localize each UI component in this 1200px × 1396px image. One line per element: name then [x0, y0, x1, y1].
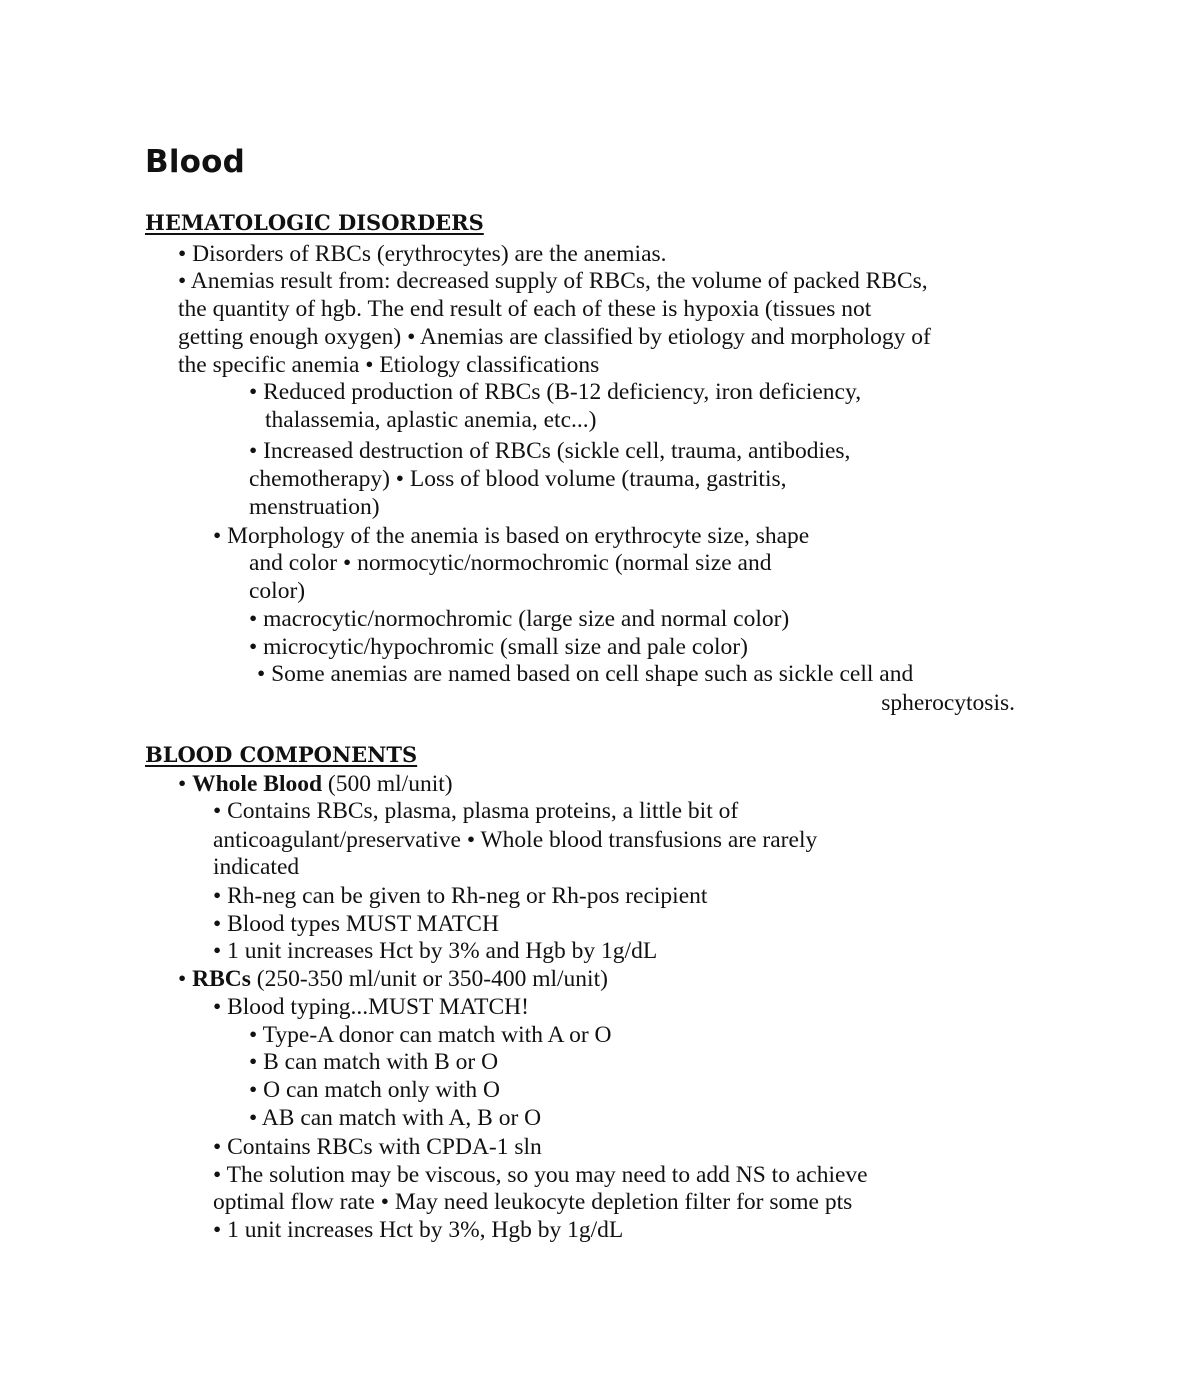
text-line: • Reduced production of RBCs (B-12 deficiency, iron deficiency,: [249, 379, 862, 405]
text-line: chemotherapy) • Loss of blood volume (trauma, gastritis,: [249, 466, 787, 492]
text-line: • 1 unit increases Hct by 3%, Hgb by 1g/dL: [213, 1217, 624, 1243]
page-title: Blood: [145, 144, 246, 180]
text-line: • macrocytic/normochromic (large size and normal color): [249, 606, 790, 632]
text-line: • Contains RBCs, plasma, plasma proteins, a little bit of: [213, 798, 739, 824]
text-line: • 1 unit increases Hct by 3% and Hgb by 1g/dL: [213, 938, 658, 964]
bullet: •: [178, 966, 193, 992]
rbcs-detail: (250-350 ml/unit or 350-400 ml/unit): [250, 966, 608, 992]
text-line: anticoagulant/preservative • Whole blood transfusions are rarely: [213, 827, 818, 853]
text-line: • Increased destruction of RBCs (sickle cell, trauma, antibodies,: [249, 438, 851, 464]
text-line: spherocytosis.: [881, 690, 1015, 716]
text-line: the specific anemia • Etiology classifications: [178, 352, 600, 378]
text-line: • AB can match with A, B or O: [249, 1105, 542, 1131]
section-heading: BLOOD COMPONENTS: [145, 742, 418, 767]
text-line: • Contains RBCs with CPDA-1 sln: [213, 1134, 542, 1160]
text-line: • O can match only with O: [249, 1077, 501, 1103]
text-line: and color • normocytic/normochromic (normal size and: [249, 550, 772, 576]
section-heading: HEMATOLOGIC DISORDERS: [145, 210, 484, 235]
rbcs-label: RBCs: [192, 966, 251, 992]
text-line: thalassemia, aplastic anemia, etc...): [265, 407, 597, 433]
bullet: •: [178, 771, 193, 797]
text-line: • The solution may be viscous, so you may need to add NS to achieve: [213, 1162, 868, 1188]
rbcs-line: [178, 965, 608, 993]
text-line: the quantity of hgb. The end result of each of these is hypoxia (tissues not: [178, 296, 872, 322]
whole-blood-line: [178, 770, 453, 798]
text-line: • Blood typing...MUST MATCH!: [213, 994, 529, 1020]
text-line: color): [249, 578, 306, 604]
whole-blood-label: Whole Blood: [192, 771, 323, 797]
text-line: • Anemias result from: decreased supply of RBCs, the volume of packed RBCs,: [178, 268, 928, 294]
text-line: • Rh-neg can be given to Rh-neg or Rh-pos recipient: [213, 883, 708, 909]
text-line: • Type-A donor can match with A or O: [249, 1022, 612, 1048]
text-line: • microcytic/hypochromic (small size and pale color): [249, 634, 748, 660]
text-line: indicated: [213, 854, 300, 880]
text-line: • Some anemias are named based on cell shape such as sickle cell and: [257, 661, 914, 687]
text-line: • Morphology of the anemia is based on erythrocyte size, shape: [213, 523, 810, 549]
text-line: optimal flow rate • May need leukocyte depletion filter for some pts: [213, 1189, 853, 1215]
text-line: menstruation): [249, 494, 380, 520]
whole-blood-detail: (500 ml/unit): [322, 771, 453, 797]
text-line: • Blood types MUST MATCH: [213, 911, 499, 937]
text-line: • B can match with B or O: [249, 1049, 499, 1075]
text-line: getting enough oxygen) • Anemias are classified by etiology and morphology of: [178, 324, 931, 350]
text-line: • Disorders of RBCs (erythrocytes) are the anemias.: [178, 241, 667, 267]
